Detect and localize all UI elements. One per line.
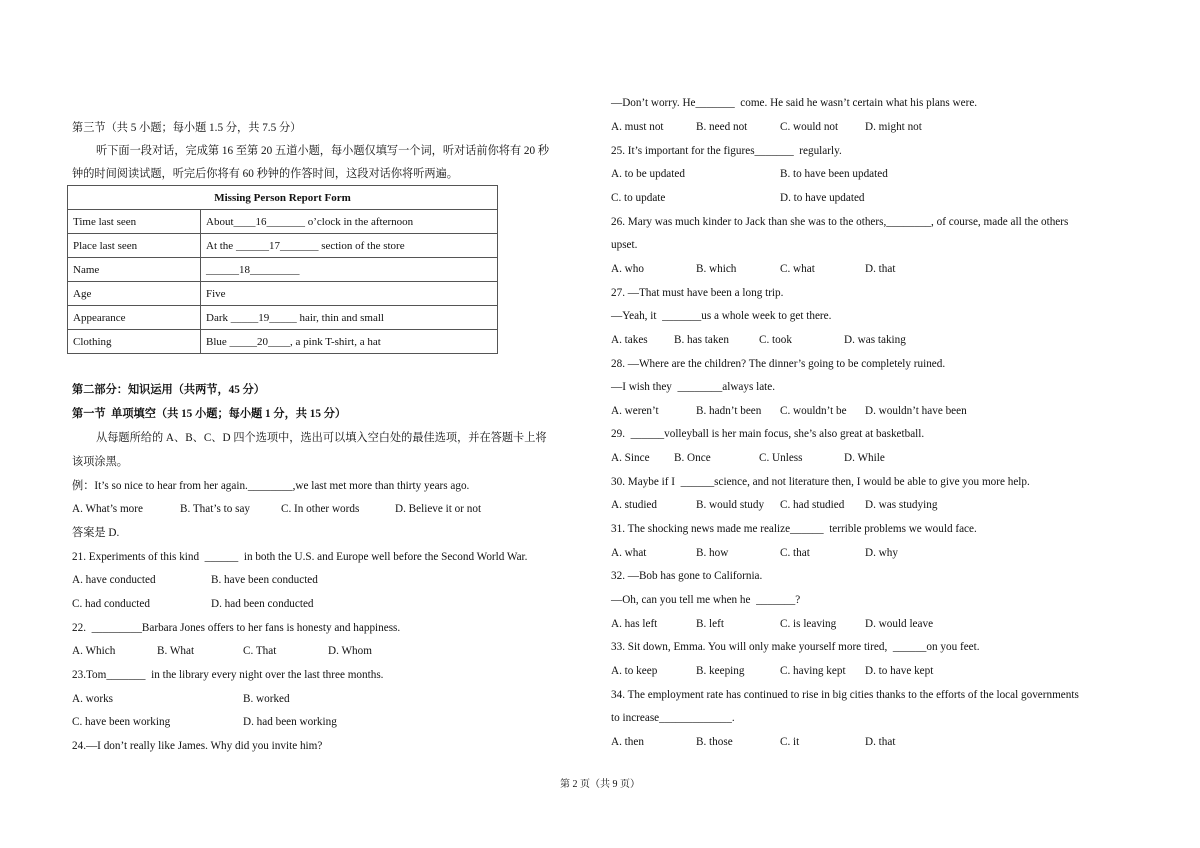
q31-option-b: B. how (696, 547, 729, 559)
q29-option-d: D. While (844, 452, 885, 464)
q32-option-d: D. would leave (865, 618, 934, 630)
q33-option-d: D. to have kept (865, 665, 934, 677)
q29-option-b: B. Once (674, 452, 711, 464)
q33-option-a: A. to keep (611, 665, 658, 677)
q25-option-b: B. to have been updated (780, 168, 888, 180)
form-row-value: ______18_________ (201, 258, 498, 282)
form-row-value: At the ______17_______ section of the store (201, 234, 498, 258)
q28-option-a: A. weren’t (611, 405, 659, 417)
form-row (68, 330, 498, 354)
question-34-line1: 34. The employment rate has continued to rise in big cities thanks to the efforts of the local governments (611, 689, 1079, 701)
q33-option-b: B. keeping (696, 665, 745, 677)
q26-option-d: D. that (865, 263, 896, 275)
q31-option-a: A. what (611, 547, 647, 559)
question-26-line1: 26. Mary was much kinder to Jack than she was to the others,________, of course, made all the others (611, 216, 1069, 228)
q24-option-d: D. might not (865, 121, 922, 133)
q33-option-c: C. having kept (780, 665, 846, 677)
q32-option-a: A. has left (611, 618, 658, 630)
q34-option-a: A. then (611, 736, 644, 748)
form-row-value: Five (201, 282, 498, 306)
form-title: Missing Person Report Form (68, 186, 498, 210)
example-option-b: B. That’s to say (180, 503, 251, 515)
form-row-label: Name (68, 258, 201, 282)
question-21: 21. Experiments of this kind ______ in both the U.S. and Europe well before the Second World War. (72, 551, 528, 563)
q28-option-d: D. wouldn’t have been (865, 405, 967, 417)
form-row-label: Age (68, 282, 201, 306)
form-row-label: Appearance (68, 306, 201, 330)
q22-option-c: C. That (243, 645, 277, 657)
example-option-d: D. Believe it or not (395, 503, 482, 515)
q21-option-b: B. have been conducted (211, 574, 318, 586)
example-answer: 答案是 D. (72, 527, 120, 539)
question-26-line2: upset. (611, 239, 638, 251)
q30-option-b: B. would study (696, 499, 765, 511)
q28-option-c: C. wouldn’t be (780, 405, 847, 417)
question-27-line2: —Yeah, it _______us a whole week to get there. (611, 310, 832, 322)
q25-option-d: D. to have updated (780, 192, 865, 204)
q34-option-b: B. those (696, 736, 733, 748)
q27-option-c: C. took (759, 334, 792, 346)
q27-option-a: A. takes (611, 334, 648, 346)
example-option-c: C. In other words (281, 503, 360, 515)
q32-option-b: B. left (696, 618, 724, 630)
q23-option-b: B. worked (243, 693, 290, 705)
q30-option-a: A. studied (611, 499, 657, 511)
q24-option-a: A. must not (611, 121, 664, 133)
question-31: 31. The shocking news made me realize______ terrible problems we would face. (611, 523, 977, 535)
question-23: 23.Tom_______ in the library every night over the last three months. (72, 669, 384, 681)
q26-option-a: A. who (611, 263, 644, 275)
q22-option-d: D. Whom (328, 645, 372, 657)
form-row (68, 306, 498, 330)
q22-option-a: A. Which (72, 645, 116, 657)
section1-instructions-line1: 从每题所给的 A、B、C、D 四个选项中，选出可以填入空白处的最佳选项，并在答题卡上将 (96, 432, 547, 444)
question-24: 24.—I don’t really like James. Why did you invite him? (72, 740, 323, 752)
q34-option-d: D. that (865, 736, 896, 748)
form-row (68, 282, 498, 306)
example-option-a: A. What’s more (72, 503, 143, 515)
q23-option-d: D. had been working (243, 716, 337, 728)
form-row (68, 210, 498, 234)
q21-option-c: C. had conducted (72, 598, 150, 610)
q24-option-c: C. would not (780, 121, 839, 133)
q21-option-d: D. had been conducted (211, 598, 314, 610)
q21-option-a: A. have conducted (72, 574, 156, 586)
question-28-line1: 28. —Where are the children? The dinner’s going to be completely ruined. (611, 358, 946, 370)
section3-instructions-line1: 听下面一段对话，完成第 16 至第 20 五道小题，每小题仅填写一个词，听对话前你将有 20 秒 (96, 145, 550, 157)
question-25: 25. It’s important for the figures_______ regularly. (611, 145, 842, 157)
form-row-label: Clothing (68, 330, 201, 354)
question-32-line2: —Oh, can you tell me when he _______? (611, 594, 801, 606)
question-32-line1: 32. —Bob has gone to California. (611, 570, 763, 582)
question-33: 33. Sit down, Emma. You will only make yourself more tired, ______on you feet. (611, 641, 980, 653)
q31-option-c: C. that (780, 547, 810, 559)
q25-option-a: A. to be updated (611, 168, 685, 180)
q22-option-b: B. What (157, 645, 195, 657)
question-27-line1: 27. —That must have been a long trip. (611, 287, 784, 299)
question-24-response: —Don’t worry. He_______ come. He said he wasn’t certain what his plans were. (611, 97, 978, 109)
q29-option-c: C. Unless (759, 452, 803, 464)
q23-option-a: A. works (72, 693, 114, 705)
q29-option-a: A. Since (611, 452, 650, 464)
example-question: 例：It’s so nice to hear from her again.________,we last met more than thirty years ago. (72, 480, 470, 492)
q26-option-c: C. what (780, 263, 815, 275)
q25-option-c: C. to update (611, 192, 666, 204)
q34-option-c: C. it (780, 736, 800, 748)
form-row (68, 234, 498, 258)
form-row-label: Place last seen (68, 234, 201, 258)
form-row (68, 258, 498, 282)
page-footer: 第 2 页（共 9 页） (560, 779, 640, 790)
question-29: 29. ______volleyball is her main focus, she’s also great at basketball. (611, 428, 925, 440)
missing-person-report-form (67, 185, 498, 354)
q23-option-c: C. have been working (72, 716, 171, 728)
form-row-label: Time last seen (68, 210, 201, 234)
q28-option-b: B. hadn’t been (696, 405, 762, 417)
q32-option-c: C. is leaving (780, 618, 837, 630)
q30-option-c: C. had studied (780, 499, 845, 511)
section3-instructions-line2: 钟的时间阅读试题，听完后你将有 60 秒钟的作答时间，这段对话你将听两遍。 (72, 168, 458, 180)
part2-title: 第二部分：知识运用（共两节，45 分） (72, 384, 265, 396)
question-30: 30. Maybe if I ______science, and not literature then, I would be able to give you more help. (611, 476, 1030, 488)
question-34-line2: to increase_____________. (611, 712, 735, 724)
q26-option-b: B. which (696, 263, 737, 275)
section3-title: 第三节（共 5 小题；每小题 1.5 分，共 7.5 分） (72, 122, 302, 134)
form-row-value: Dark _____19_____ hair, thin and small (201, 306, 498, 330)
q30-option-d: D. was studying (865, 499, 938, 511)
section1-instructions-line2: 该项涂黑。 (72, 456, 128, 468)
form-row-value: Blue _____20____, a pink T-shirt, a hat (201, 330, 498, 354)
q27-option-d: D. was taking (844, 334, 906, 346)
q31-option-d: D. why (865, 547, 898, 559)
question-22: 22. _________Barbara Jones offers to her fans is honesty and happiness. (72, 622, 401, 634)
q27-option-b: B. has taken (674, 334, 729, 346)
q24-option-b: B. need not (696, 121, 748, 133)
question-28-line2: —I wish they ________always late. (611, 381, 776, 393)
form-row-value: About____16_______ o’clock in the afternoon (201, 210, 498, 234)
section1-title: 第一节 单项填空（共 15 小题；每小题 1 分，共 15 分） (72, 408, 347, 420)
